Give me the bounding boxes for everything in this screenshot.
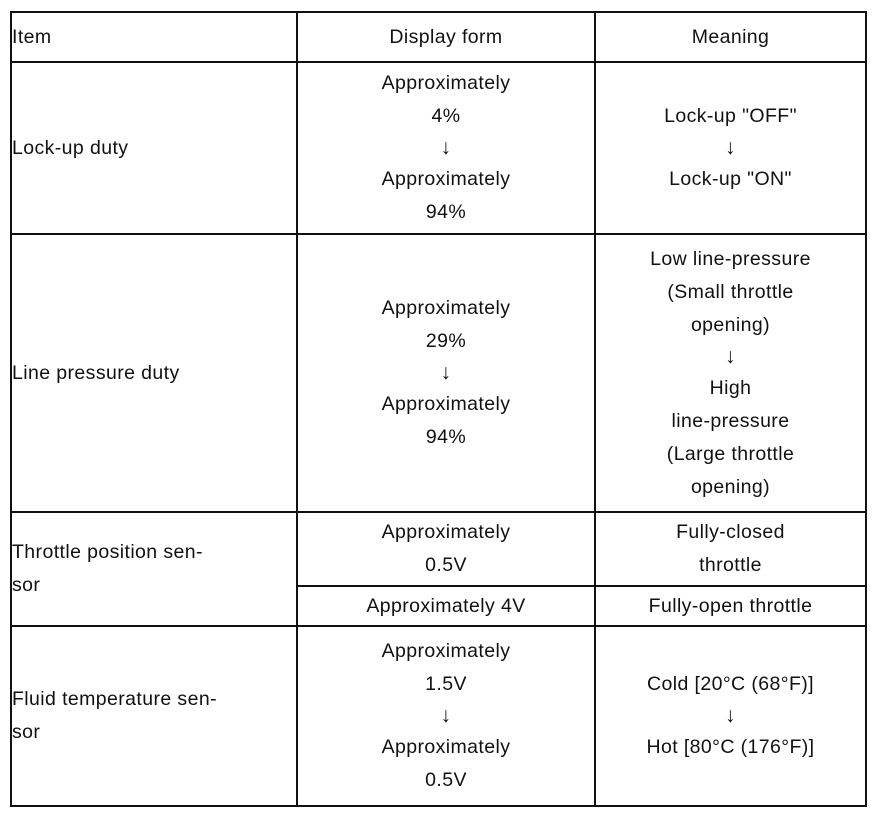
display-text: Approximately (381, 297, 511, 319)
display-fluid-temperature-sensor (297, 626, 595, 806)
table-row-fluid-temperature-sensor (11, 626, 866, 806)
meaning-text: Hot [80°C (176°F)] (646, 736, 815, 758)
item-line-pressure-duty: Line pressure duty (11, 234, 297, 512)
display-lockup-duty (297, 62, 595, 234)
header-item: Item (11, 12, 297, 62)
display-value: 94% (425, 201, 467, 223)
item-lockup-duty: Lock-up duty (11, 62, 297, 234)
item-text: sor (12, 574, 41, 596)
down-arrow-icon: ↓ (725, 704, 736, 727)
item-text: Fluid temperature sen- (12, 688, 217, 710)
table-row-throttle-position-sensor-closed (11, 512, 866, 586)
display-text: Approximately (381, 521, 511, 543)
meaning-lockup-duty (595, 62, 866, 234)
display-value: 4% (431, 105, 461, 127)
display-text: Approximately (381, 640, 511, 662)
display-text: Approximately (381, 72, 511, 94)
item-fluid-temperature-sensor (11, 626, 297, 806)
display-throttle-closed (297, 512, 595, 586)
display-text: Approximately (381, 393, 511, 415)
meaning-text: Lock-up "OFF" (664, 105, 797, 127)
display-line-pressure-duty (297, 234, 595, 512)
table-header-row (11, 12, 866, 62)
meaning-text: line-pressure (671, 409, 790, 432)
display-value: 0.5V (425, 769, 467, 791)
meaning-fluid-temperature-sensor (595, 626, 866, 806)
table-row-lockup-duty (11, 62, 866, 234)
display-text: Approximately (381, 168, 511, 190)
display-value: 1.5V (425, 673, 467, 695)
table-row-line-pressure-duty (11, 234, 866, 512)
meaning-text: throttle (699, 554, 762, 576)
down-arrow-icon: ↓ (440, 361, 452, 384)
display-value: 29% (425, 330, 467, 352)
meaning-text: opening) (690, 313, 771, 336)
meaning-text: Fully-closed (676, 521, 785, 543)
meaning-line-pressure-duty (595, 234, 866, 512)
down-arrow-icon: ↓ (725, 344, 736, 368)
item-text: sor (12, 721, 41, 743)
item-text: Throttle position sen- (12, 541, 203, 563)
meaning-text: (Large throttle (666, 442, 795, 465)
display-text: Approximately (381, 736, 511, 758)
down-arrow-icon: ↓ (440, 136, 452, 159)
meaning-text: opening) (690, 475, 771, 498)
meaning-text: Low line-pressure (650, 247, 811, 270)
spec-table-sheet (10, 11, 867, 807)
item-throttle-position-sensor (11, 512, 297, 626)
display-value: 0.5V (425, 554, 467, 576)
meaning-text: (Small throttle (667, 280, 794, 303)
lockup-line-pressure-sensor-table (10, 11, 867, 807)
meaning-text: Cold [20°C (68°F)] (647, 673, 814, 695)
down-arrow-icon: ↓ (725, 136, 736, 159)
header-display-form: Display form (297, 12, 595, 62)
header-meaning: Meaning (595, 12, 866, 62)
meaning-throttle-closed (595, 512, 866, 586)
display-value: 94% (425, 426, 467, 448)
meaning-text: Lock-up "ON" (669, 168, 792, 190)
down-arrow-icon: ↓ (440, 704, 452, 727)
meaning-text: High (709, 376, 752, 399)
meaning-throttle-open: Fully-open throttle (595, 586, 866, 626)
display-throttle-open: Approximately 4V (297, 586, 595, 626)
